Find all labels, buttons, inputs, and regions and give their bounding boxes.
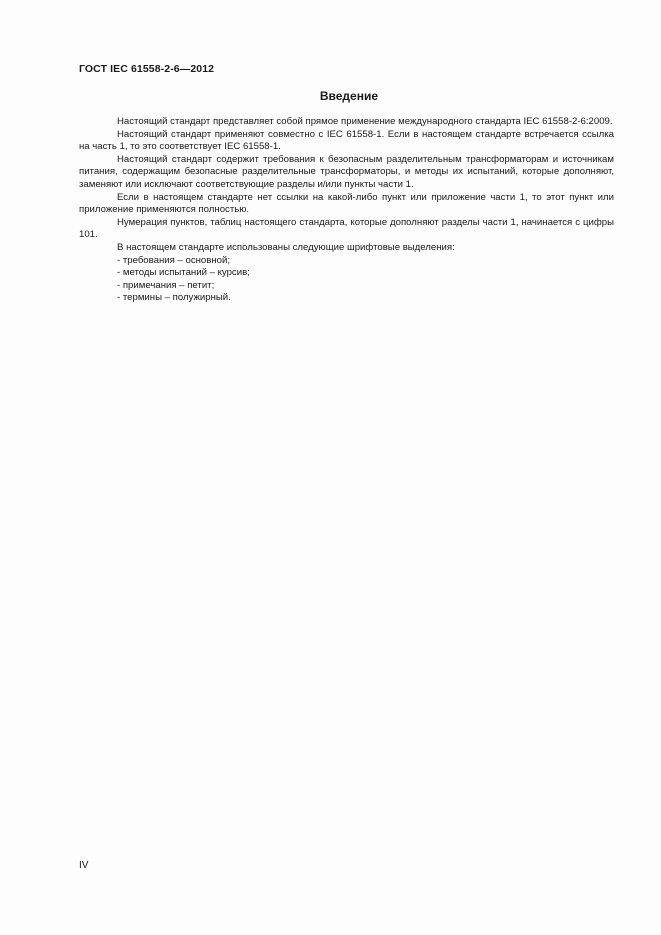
list-item: - методы испытаний – курсив;	[117, 267, 250, 279]
list-item: - примечания – петит;	[117, 279, 215, 291]
document-code-header: ГОСТ IEC 61558-2-6—2012	[79, 63, 215, 75]
body-text	[79, 116, 614, 305]
section-title	[79, 89, 614, 103]
paragraph-requirements-scope: Настоящий стандарт содержит требования к безопасным разделительным трансформаторам и источникам питания, содержащим безопасные разделительные трансформаторы, и методы их испытаний, которые дополняют, заменяют или исключают соответствующие разделы и/или пункты части 1.	[79, 153, 614, 190]
font-styles-list	[79, 255, 614, 305]
paragraph-used-with-part-1: Настоящий стандарт применяют совместно с IEC 61558-1. Если в настоящем стандарте встречается ссылка на часть 1, то это соответствует IEC 61558-1.	[79, 128, 614, 153]
paragraph-numbering: Нумерация пунктов, таблиц настоящего стандарта, которые дополняют разделы части 1, начинается с цифры 101.	[79, 216, 614, 241]
paragraph-direct-application: Настоящий стандарт представляет собой прямое применение международного стандарта IEC 61558-2-6:2009.	[117, 116, 613, 127]
paragraph-no-reference-rule: Если в настоящем стандарте нет ссылки на какой-либо пункт или приложение части 1, то этот пункт или приложение применяются полностью.	[79, 191, 614, 216]
page-number: IV	[79, 860, 89, 871]
list-item: - требования – основной;	[117, 254, 231, 266]
section-title-text: Введение	[319, 89, 378, 103]
list-item: - термины – полужирный.	[117, 292, 231, 304]
paragraph-font-styles-intro: В настоящем стандарте использованы следующие шрифтовые выделения:	[117, 241, 455, 253]
